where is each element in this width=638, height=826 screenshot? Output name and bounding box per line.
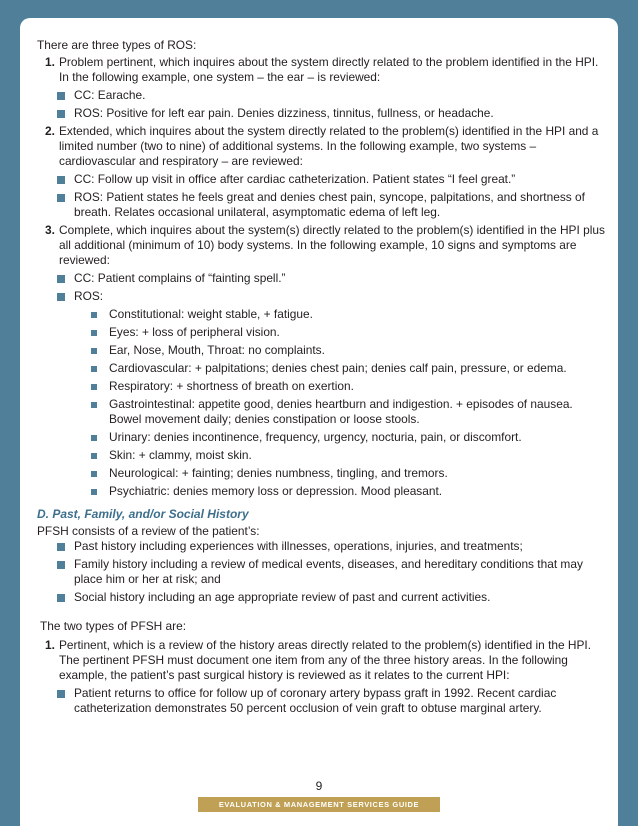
- pfsh-type-1: [45, 638, 607, 683]
- sub-bullet: Eyes: + loss of peripheral vision.: [91, 325, 607, 340]
- item-text: Pertinent, which is a review of the history areas directly related to the problem(s) identified in the HPI. The pertinent PFSH must document one item from any of the three history areas. In the following example, the patient’s past surgical history is reviewed as it relates to the current HPI:: [59, 638, 592, 682]
- ros-intro: There are three types of ROS:: [37, 38, 197, 52]
- sub-bullet: Skin: + clammy, moist skin.: [91, 448, 607, 463]
- ros-item-1: [45, 55, 607, 85]
- sub-bullet: Ear, Nose, Mouth, Throat: no complaints.: [91, 343, 607, 358]
- square-bullet-icon: [57, 543, 65, 551]
- square-bullet-icon: [57, 176, 65, 184]
- square-bullet-icon: [57, 690, 65, 698]
- bullet: Family history including a review of medical events, diseases, and hereditary conditions that may place him or her at risk; and: [57, 557, 607, 587]
- square-bullet-icon: [91, 330, 97, 336]
- item-number: 3.: [45, 223, 55, 237]
- square-bullet-icon: [91, 435, 97, 441]
- bullet: ROS: Patient states he feels great and denies chest pain, syncope, palpitations, and shortness of breath. Relates occasional unilateral, asymptomatic edema of left leg.: [57, 190, 607, 220]
- bullet: ROS: Positive for left ear pain. Denies dizziness, tinnitus, fullness, or headache.: [57, 106, 607, 121]
- bullet: Social history including an age appropriate review of past and current activities.: [57, 590, 607, 605]
- sub-bullet: Cardiovascular: + palpitations; denies chest pain; denies calf pain, pressure, or edema.: [91, 361, 607, 376]
- square-bullet-icon: [57, 561, 65, 569]
- square-bullet-icon: [91, 384, 97, 390]
- square-bullet-icon: [57, 194, 65, 202]
- bullet: Patient returns to office for follow up of coronary artery bypass graft in 1992. Recent cardiac catheterization demonstrates 50 percent occlusion of vein graft to obtuse marginal artery.: [57, 686, 607, 716]
- square-bullet-icon: [91, 348, 97, 354]
- square-bullet-icon: [57, 293, 65, 301]
- page-number: 9: [315, 779, 323, 793]
- section-heading: D. Past, Family, and/or Social History: [37, 507, 249, 521]
- sub-bullet: Constitutional: weight stable, + fatigue.: [91, 307, 607, 322]
- item-number: 1.: [45, 55, 55, 69]
- sub-bullet: Neurological: + fainting; denies numbness, tingling, and tremors.: [91, 466, 607, 481]
- square-bullet-icon: [57, 110, 65, 118]
- square-bullet-icon: [57, 275, 65, 283]
- item-number: 2.: [45, 124, 55, 138]
- ros-item-3: [45, 223, 607, 268]
- square-bullet-icon: [57, 92, 65, 100]
- pfsh-types-intro: The two types of PFSH are:: [40, 619, 187, 633]
- item-text: Extended, which inquires about the system directly related to the problem(s) identified in the HPI and a limited number (two to nine) of additional systems. In the following example, two systems – cardiovascular and respiratory – are reviewed:: [59, 124, 599, 168]
- ros-item-2: [45, 124, 607, 169]
- item-number: 1.: [45, 638, 55, 652]
- sub-bullet: Gastrointestinal: appetite good, denies heartburn and indigestion. + episodes of nausea. Bowel movement daily; denies constipation or loose stools.: [91, 397, 607, 427]
- bullet: CC: Follow up visit in office after cardiac catheterization. Patient states “I feel great.”: [57, 172, 607, 187]
- square-bullet-icon: [91, 489, 97, 495]
- pfsh-intro: PFSH consists of a review of the patient’s:: [37, 524, 260, 538]
- sub-bullet: Psychiatric: denies memory loss or depression. Mood pleasant.: [91, 484, 607, 499]
- sub-bullet: Respiratory: + shortness of breath on exertion.: [91, 379, 607, 394]
- bullet: CC: Earache.: [57, 88, 607, 103]
- bullet: CC: Patient complains of “fainting spell.”: [57, 271, 607, 286]
- square-bullet-icon: [91, 471, 97, 477]
- item-text: Problem pertinent, which inquires about the system directly related to the problem identified in the HPI. In the following example, one system – the ear – is reviewed:: [59, 55, 599, 84]
- item-text: Complete, which inquires about the system(s) directly related to the problem(s) identified in the HPI plus all additional (minimum of 10) body systems. In the following example, 10 signs and symptoms are reviewed:: [59, 223, 605, 267]
- bullet: Past history including experiences with illnesses, operations, injuries, and treatments;: [57, 539, 607, 554]
- square-bullet-icon: [91, 366, 97, 372]
- square-bullet-icon: [57, 594, 65, 602]
- document-body: [37, 38, 607, 719]
- sub-bullet: Urinary: denies incontinence, frequency, urgency, nocturia, pain, or discomfort.: [91, 430, 607, 445]
- square-bullet-icon: [91, 453, 97, 459]
- footer-banner: EVALUATION & MANAGEMENT SERVICES GUIDE: [198, 797, 440, 812]
- bullet: ROS:: [57, 289, 607, 304]
- square-bullet-icon: [91, 312, 97, 318]
- square-bullet-icon: [91, 402, 97, 408]
